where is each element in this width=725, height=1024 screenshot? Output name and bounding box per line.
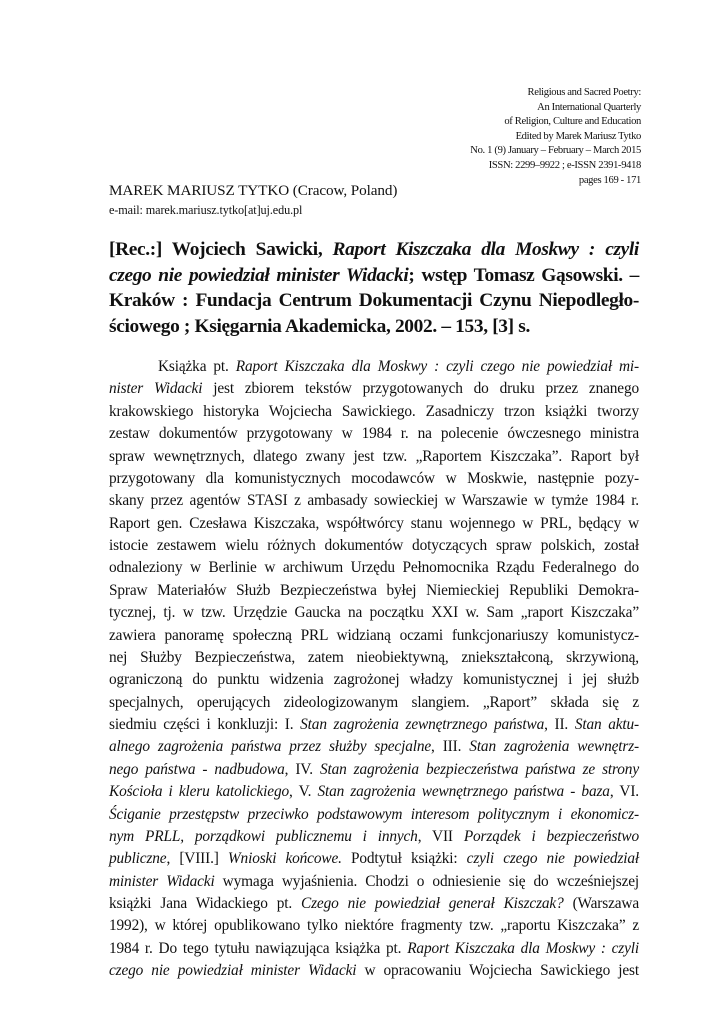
body-italic: Ściganie przestępstw przeciwko podstawowym interesom politycznym i ekonomicz- xyxy=(109,805,639,823)
body-text: wymaga wyjaśnienia. Chodzi o odniesienie się do wcześniejszej xyxy=(214,872,639,890)
journal-issue-line: No. 1 (9) January – February – March 2015 xyxy=(470,145,641,157)
body-text: Podtytuł książki: xyxy=(341,850,467,868)
body-line xyxy=(109,826,639,848)
body-line: tycznej, tj. w tzw. Urzędzie Gaucka na początku XXI w. Sam „raport Kiszczaka” xyxy=(109,604,639,622)
body-italic: czego nie powiedział minister Widacki xyxy=(109,962,357,980)
body-line xyxy=(109,781,639,803)
title-line xyxy=(109,237,639,263)
body-text: w opracowaniu Wojciecha Sawickiego jest xyxy=(356,962,639,980)
title-line xyxy=(109,263,639,289)
body-italic: publiczne xyxy=(109,850,167,868)
body-text: , VII xyxy=(417,827,464,845)
body-italic: Stan zagrożenia zewnętrznego państwa xyxy=(300,716,545,733)
body-italic: czyli czego nie powiedział xyxy=(466,850,640,868)
journal-issn-line: ISSN: 2299–9922 ; e-ISSN 2391-9418 xyxy=(488,159,641,171)
body-line: zawiera panoramę społeczną PRL widzianą oczami funkcjonariuszy komunistycz- xyxy=(109,626,639,644)
body-italic: nym PRLL, porządkowi publicznemu i innych xyxy=(109,827,418,845)
body-line: odnaleziony w Berlinie w archiwum Urzędu Pełnomocnika Rządu Federalnego do xyxy=(109,559,639,577)
title-text: [Rec.:] Wojciech Sawicki, xyxy=(109,239,333,260)
body-text: siedmiu części i konkluzji: I. xyxy=(109,716,301,733)
body-line xyxy=(109,378,639,400)
body-line: specjalnych, operujących zideologizowanym slangiem. „Raport” składa się z xyxy=(109,693,639,711)
journal-scope-line: of Religion, Culture and Education xyxy=(504,116,641,128)
journal-pages-line: pages 169 - 171 xyxy=(578,174,641,186)
body-line xyxy=(109,714,639,736)
journal-masthead xyxy=(341,86,641,188)
title-line: ściowego ; Księgarnia Akademicka, 2002. – 153, [3] s. xyxy=(109,315,530,337)
body-text: książki Jana Widackiego pt. xyxy=(109,895,301,912)
body-italic: Raport Kiszczaka dla Moskwy : czyli xyxy=(407,939,639,957)
body-italic: Kościoła i kleru katolickiego xyxy=(109,783,290,801)
review-body xyxy=(109,356,639,983)
author-name: MAREK MARIUSZ TYTKO (Cracow, Poland) xyxy=(109,182,398,199)
body-text: , V. xyxy=(289,783,318,801)
body-text: (Warszawa xyxy=(563,895,639,912)
body-italic: Wnioski końcowe. xyxy=(227,850,342,868)
body-italic: minister Widacki xyxy=(109,872,215,890)
body-italic: nister Widacki xyxy=(109,380,203,398)
body-text: , II. xyxy=(544,716,575,733)
body-italic: Raport Kiszczaka dla Moskwy : czyli czego nie powiedział mi- xyxy=(235,358,639,375)
body-italic: Stan zagrożenia wewnętrznego państwa - baza xyxy=(317,783,610,801)
review-title xyxy=(109,237,639,339)
body-line: zestaw dokumentów przygotowany w 1984 r. na polecenie ówczesnego ministra xyxy=(109,425,639,443)
body-line: przygotowany dla komunistycznych mocodawców w Moskwie, następnie pozy- xyxy=(109,469,639,487)
body-line: krakowskiego historyka Wojciecha Sawickiego. Zasadniczy trzon książki tworzy xyxy=(109,402,639,420)
body-line: nej Służby Bezpieczeństwa, zatem nieobiektywną, zniekształconą, skrzywioną, xyxy=(109,648,639,666)
body-line: spraw wewnętrznych, dlatego zwany jest tzw. „Raportem Kiszczaka”. Raport był xyxy=(109,447,639,465)
body-line xyxy=(109,960,639,982)
journal-subtitle-line: An International Quarterly xyxy=(537,101,641,113)
body-line: skany przez agentów STASI z ambasady sowieckiej w Warszawie w tymże 1984 r. xyxy=(109,492,639,510)
title-text: ; wstęp Tomasz Gąsowski. – xyxy=(408,264,639,286)
body-line xyxy=(109,848,639,870)
body-line xyxy=(109,736,639,758)
body-text: Książka pt. xyxy=(158,358,236,375)
title-line: Kraków : Fundacja Centrum Dokumentacji Czynu Niepodległo- xyxy=(109,290,639,311)
body-line: istocie zestawem wielu różnych dokumentów dotyczących spraw polskich, został xyxy=(109,537,639,554)
body-line xyxy=(109,938,639,960)
journal-title-line: Religious and Sacred Poetry: xyxy=(527,87,641,98)
body-italic: Stan zagrożenia bezpieczeństwa państwa ze strony xyxy=(319,760,639,778)
body-italic: Czego nie powiedział generał Kiszczak? xyxy=(301,895,564,912)
body-line: ograniczoną do punktu widzenia zagrożonej władzy komunistycznej i jej służb xyxy=(109,671,639,689)
body-line xyxy=(109,893,639,915)
body-italic: nego państwa - nadbudowa xyxy=(109,760,285,778)
journal-editor-line: Edited by Marek Mariusz Tytko xyxy=(515,130,641,142)
body-text: 1984 r. Do tego tytułu nawiązująca książka pt. xyxy=(109,939,408,957)
body-line xyxy=(109,356,639,378)
body-italic: alnego zagrożenia państwa przez służby specjalne xyxy=(109,738,432,756)
body-text: , [VIII.] xyxy=(166,850,228,868)
title-italic: Raport Kiszczaka dla Moskwy : czyli xyxy=(332,239,639,260)
body-line xyxy=(109,759,639,781)
body-line: 1992), w której opublikowano tylko niektóre fragmenty tzw. „raportu Kiszczaka” z xyxy=(109,917,639,935)
body-text: , IV. xyxy=(284,760,320,778)
body-italic: Stan aktu- xyxy=(574,716,639,733)
body-italic: Stan zagrożenia wewnętrz- xyxy=(469,738,640,756)
body-line xyxy=(109,871,639,893)
body-text: , III. xyxy=(431,738,470,756)
body-line: Raport gen. Czesława Kiszczaka, współtwórcy stanu wojennego w PRL, będący w xyxy=(109,514,639,532)
body-line: Spraw Materiałów Służb Bezpieczeństwa byłej Niemieckiej Republiki Demokra- xyxy=(109,581,639,599)
body-line xyxy=(109,804,639,826)
body-text: jest zbiorem tekstów przygotowanych do druku przez znanego xyxy=(202,380,640,398)
title-italic: czego nie powiedział minister Widacki xyxy=(109,264,409,286)
body-text: , VI. xyxy=(609,783,639,801)
author-email: e-mail: marek.mariusz.tytko[at]uj.edu.pl xyxy=(109,203,303,217)
body-italic: Porządek i bezpieczeństwo xyxy=(463,827,640,845)
